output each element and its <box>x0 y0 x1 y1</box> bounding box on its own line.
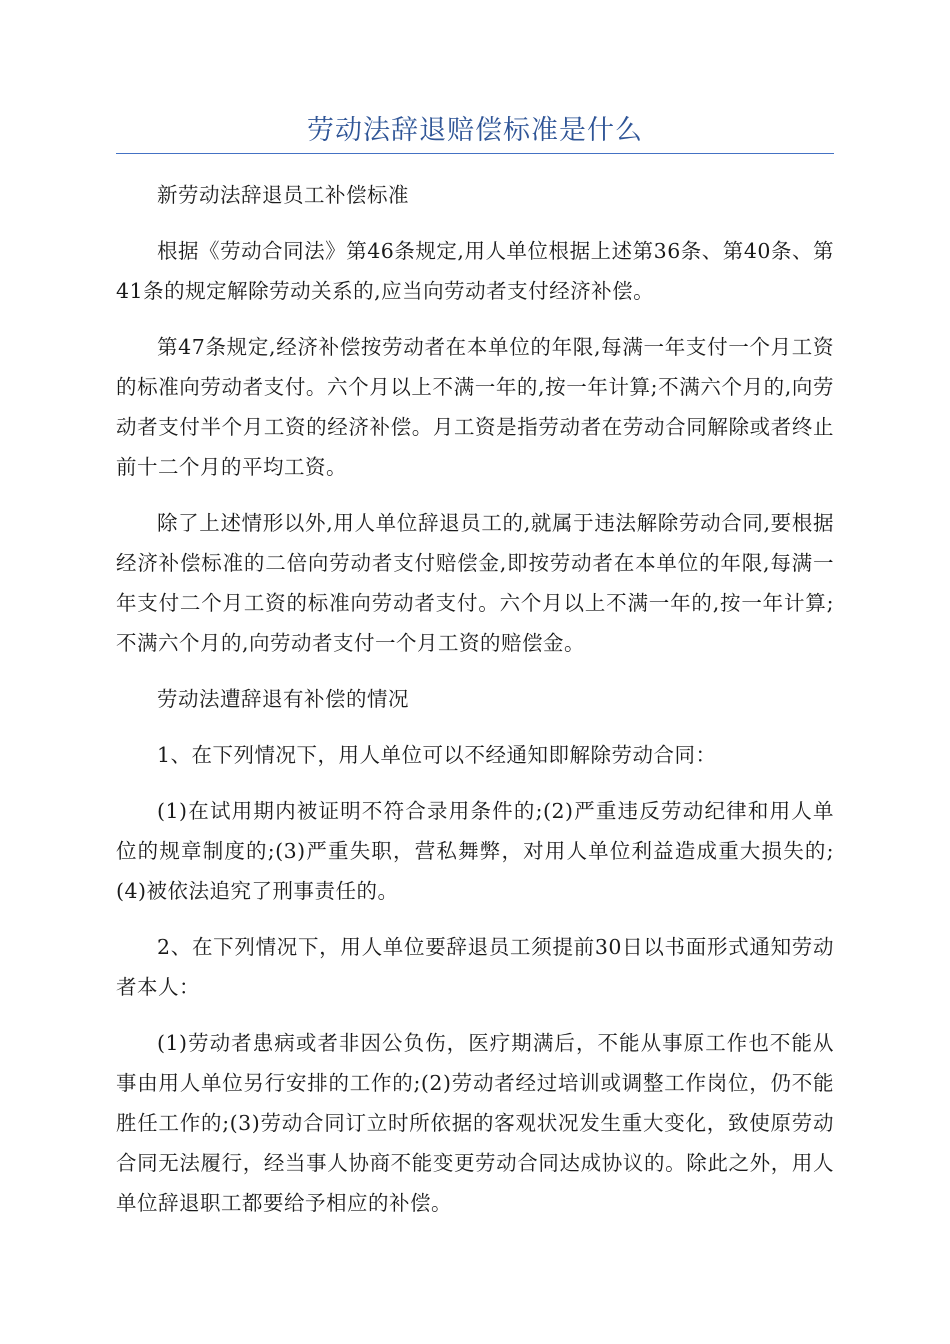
paragraph-case-1-intro: 1、在下列情况下，用人单位可以不经通知即解除劳动合同： <box>157 743 717 767</box>
paragraph-illegal-termination: 除了上述情形以外,用人单位辞退员工的,就属于违法解除劳动合同,要根据经济补偿标准的二倍向劳动者支付赔偿金,即按劳动者在本单位的年限,每满一年支付二个月工资的标准向劳动者支付。六个月以上不满一年的,按一年计算;不满六个月的,向劳动者支付一个月工资的赔偿金。 <box>116 511 834 655</box>
document-body <box>116 175 834 1239</box>
section-heading-compensation-standard: 新劳动法辞退员工补偿标准 <box>157 183 409 207</box>
paragraph-article-46: 根据《劳动合同法》第46条规定,用人单位根据上述第36条、第40条、第41条的规定解除劳动关系的,应当向劳动者支付经济补偿。 <box>116 239 834 303</box>
section-heading-compensation-cases: 劳动法遭辞退有补偿的情况 <box>157 687 409 711</box>
paragraph-case-1-items: (1)在试用期内被证明不符合录用条件的;(2)严重违反劳动纪律和用人单位的规章制度的;(3)严重失职，营私舞弊，对用人单位利益造成重大损失的;(4)被依法追究了刑事责任的。 <box>116 799 834 903</box>
paragraph-article-47: 第47条规定,经济补偿按劳动者在本单位的年限,每满一年支付一个月工资的标准向劳动者支付。六个月以上不满一年的,按一年计算;不满六个月的,向劳动者支付半个月工资的经济补偿。月工资是指劳动者在劳动合同解除或者终止前十二个月的平均工资。 <box>116 335 834 479</box>
paragraph-case-2-intro: 2、在下列情况下，用人单位要辞退员工须提前30日以书面形式通知劳动者本人： <box>116 935 834 999</box>
document-title: 劳动法辞退赔偿标准是什么 <box>307 115 643 146</box>
paragraph-case-2-items: (1)劳动者患病或者非因公负伤，医疗期满后，不能从事原工作也不能从事由用人单位另行安排的工作的;(2)劳动者经过培训或调整工作岗位，仍不能胜任工作的;(3)劳动合同订立时所依据的客观状况发生重大变化，致使原劳动合同无法履行，经当事人协商不能变更劳动合同达成协议的。除此之外，用人单位辞退职工都要给予相应的补偿。 <box>116 1031 834 1215</box>
title-underline <box>116 153 834 154</box>
